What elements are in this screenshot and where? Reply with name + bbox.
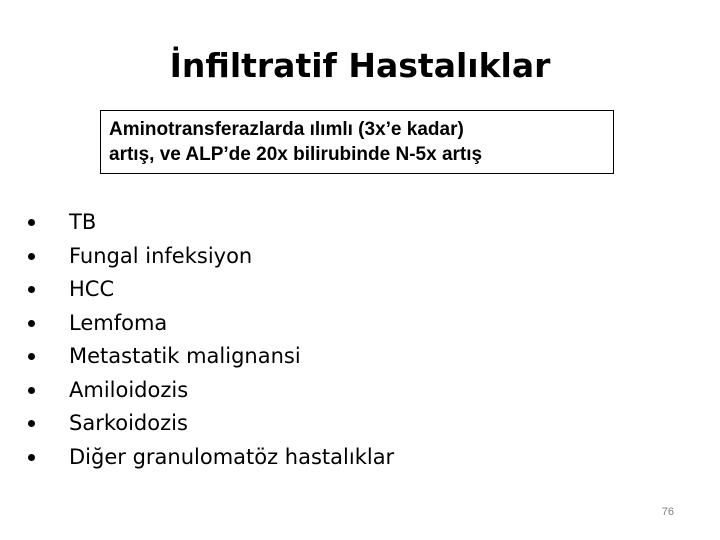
bullet-item [28, 441, 394, 475]
bullet-text: Sarkoidozis [69, 411, 188, 435]
bullet-dot-icon [28, 420, 35, 427]
bullet-text: TB [69, 210, 97, 234]
bullet-dot-icon [28, 387, 35, 394]
bullet-text: Fungal infeksiyon [69, 243, 253, 268]
bullet-dot-icon [28, 253, 35, 260]
bullet-item [28, 307, 394, 341]
page-number: 76 [661, 506, 674, 518]
bullet-text: Lemfoma [69, 310, 168, 335]
bullet-dot-icon [28, 286, 35, 293]
bullet-text: Metastatik malignansi [69, 344, 301, 368]
bullet-item [28, 407, 394, 441]
bullet-item [28, 206, 394, 240]
callout-box [100, 110, 614, 174]
slide-title: İnfiltratif Hastalıklar [169, 46, 551, 85]
callout-line-1: Aminotransferazlarda ılımlı (3x’e kadar) [109, 119, 464, 140]
callout-line-2: artış, ve ALP’de 20x bilirubinde N-5x artış [109, 144, 483, 165]
bullet-item [28, 340, 394, 374]
bullet-dot-icon [28, 454, 35, 461]
bullet-dot-icon [28, 353, 35, 360]
bullet-item [28, 240, 394, 274]
bullet-text: HCC [69, 277, 115, 301]
bullet-text: Amiloidozis [69, 377, 189, 402]
bullet-dot-icon [28, 320, 35, 327]
bullet-item [28, 273, 394, 307]
bullet-dot-icon [28, 219, 35, 226]
bullet-list [28, 206, 394, 474]
bullet-text: Diğer granulomatöz hastalıklar [69, 444, 395, 469]
bullet-item [28, 374, 394, 408]
